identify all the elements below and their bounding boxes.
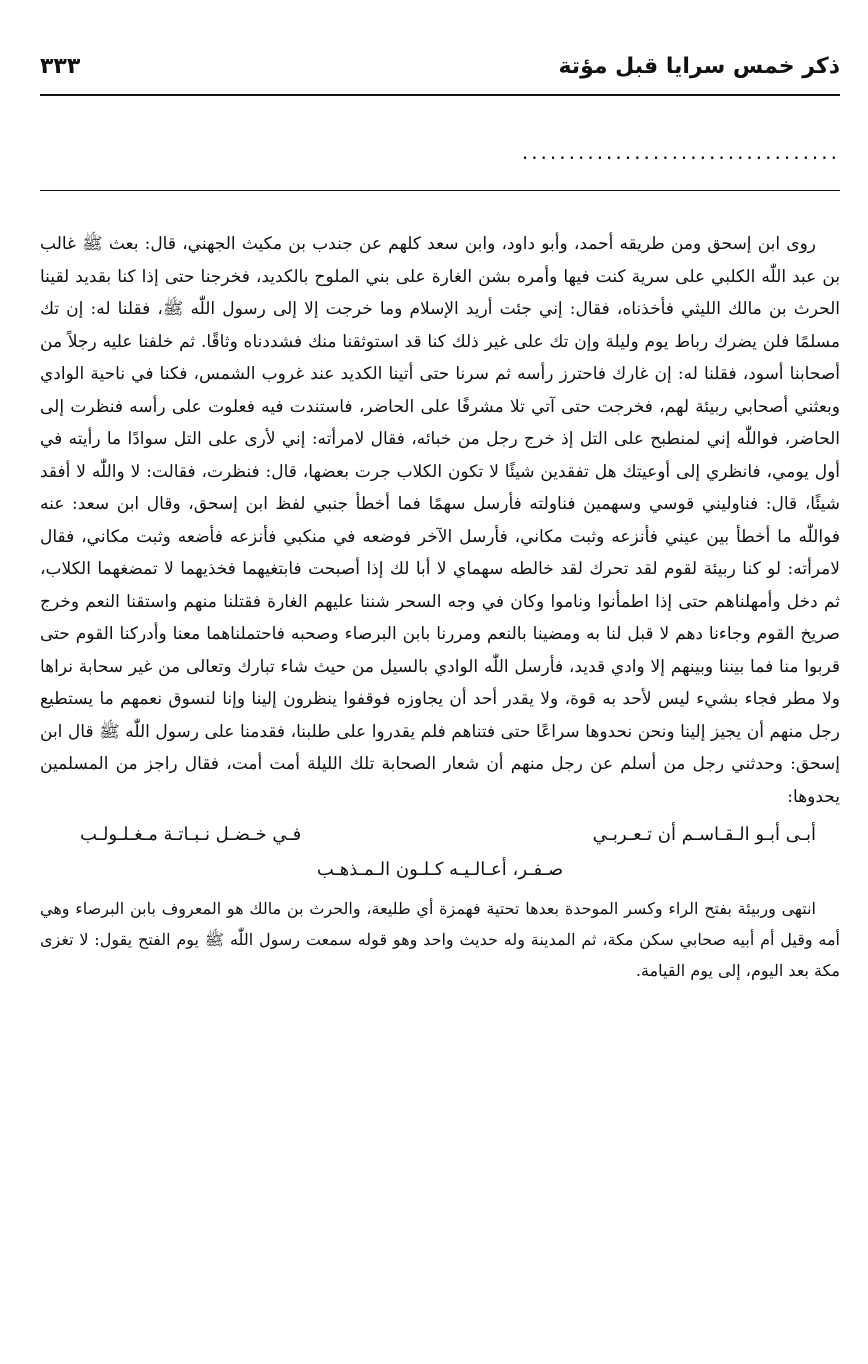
poem-hemistich-2: فـي خـضـل نـبـاتـة مـغـلـولـب [80,824,302,845]
poem [40,817,840,887]
ellipsis-dots: .................................. [521,140,840,164]
page-header [40,50,840,90]
poem-hemistich-1: أبـى أبـو الـقـاسـم أن تـعـربـي [592,824,816,845]
book-page [40,50,840,980]
header-rule [40,94,840,96]
separator-rule [40,190,840,191]
notes-paragraph: انتهى وربيئة بفتح الراء وكسر الموحدة بعدها تحتية فهمزة أي طليعة، والحرث بن مالك هو المعروف بابن البرصاء وهي أمه وقيل أم أبيه صحابي سكن مكة، ثم المدينة وله حديث واحد وهو قوله سمعت رسول اللّٰه ﷺ يوم الفتح يقول: لا تغزى مكة بعد اليوم، إلى يوم القيامة. [40,899,840,980]
page-title: ذكر خمس سرايا قبل مؤتة [558,54,840,79]
main-text [40,228,840,986]
poem-line-2: صـفـر، أعـالـيـه كـلـون الـمـذهـب [316,859,564,880]
page-number: ٣٣٣ [40,54,81,79]
body-paragraph: روى ابن إسحق ومن طريقه أحمد، وأبو داود، وابن سعد كلهم عن جندب بن مكيث الجهني، قال: بعث ﷺ غالب بن عبد اللّٰه الكلبي على سرية كنت فيها وأمره بشن الغارة على بني الملوح بالكديد، فخرجنا حتى إذا كنا بقديد لقينا الحرث بن مالك الليثي فأخذناه، فقال: إني جئت أريد الإسلام وما خرجت إلا إلى رسول اللّٰه ﷺ، فقلنا له: إن تك مسلمًا فلن يضرك رباط يوم وليلة وإن تك على غير ذلك كنا قد استوثقنا منك فشددناه وثاقًا. ثم خلفنا عليه رجلاً من أصحابنا أسود، فقلنا له: إن غارك فاحترز رأسه ثم سرنا حتى أتينا الكديد عند غروب الشمس، فكنا في ناحية الوادي وبعثني أصحابي ربيئة لهم، فخرجت حتى آتي تلا مشرفًا على الحاضر، فاستندت فيه فعلوت على رأسه فنظرت إلى الحاضر، فواللّٰه إني لمنطبح على التل إذ خرج رجل من خبائه، فقال لامرأته: إني لأرى على التل سوادًا ما رأيته في أول يومي، فانظري إلى أوعيتك هل تفقدين شيئًا لا تكون الكلاب جرت بعضها، قال: فنظرت، فقالت: لا واللّٰه لا أفقد شيئًا، قال: فناوليني قوسي وسهمين فناولته فأرسل سهمًا فما أخطأ جنبي لفظ ابن إسحق، وقال ابن سعد: عنه فواللّٰه ما أخطأ بين عيني فأنزعه وثبت مكاني، فأرسل الآخر فوضعه في منكبي فأنزعه فأضعه وثبت مكاني، فقال لامرأته: لو كنا ربيئة لقوم لقد تحرك لقد خالطه سهماي لا أبا لك إذا أصبحت فابتغيهما فخذيهما لا تمضغهما الكلاب، ثم دخل وأمهلناهم حتى إذا اطمأنوا وناموا وكان في وجه السحر شننا عليهم الغارة فقتلنا منهم واستقنا النعم وخرج صريخ القوم وجاءنا دهم لا قبل لنا به ومضينا بالنعم ومررنا بابن البرصاء وصحبه فاحتملناهما معنا وأدركنا القوم حتى قربوا منا فما بيننا وبينهم إلا وادي قديد، فأرسل اللّٰه الوادي بالسيل من حيث شاء تبارك وتعالى من غير سحابة نراها ولا مطر فجاء بشيء ليس لأحد به قوة، ولا يقدر أحد أن يجاوزه فوقفوا ينظرون إلينا وإنا لنسوق نعمهم ما يستطيع رجل منهم أن يجيز إلينا ونحن نحدوها سراعًا حتى فتناهم فلم يقدروا على طلبنا، فقدمنا على رسول اللّٰه ﷺ قال ابن إسحق: وحدثني رجل من أسلم عن رجل منهم أن شعار الصحابة تلك الليلة أمت أمت، فقال راجز من المسلمين يحدوها: [40,234,840,807]
poem-line-1 [40,817,840,853]
